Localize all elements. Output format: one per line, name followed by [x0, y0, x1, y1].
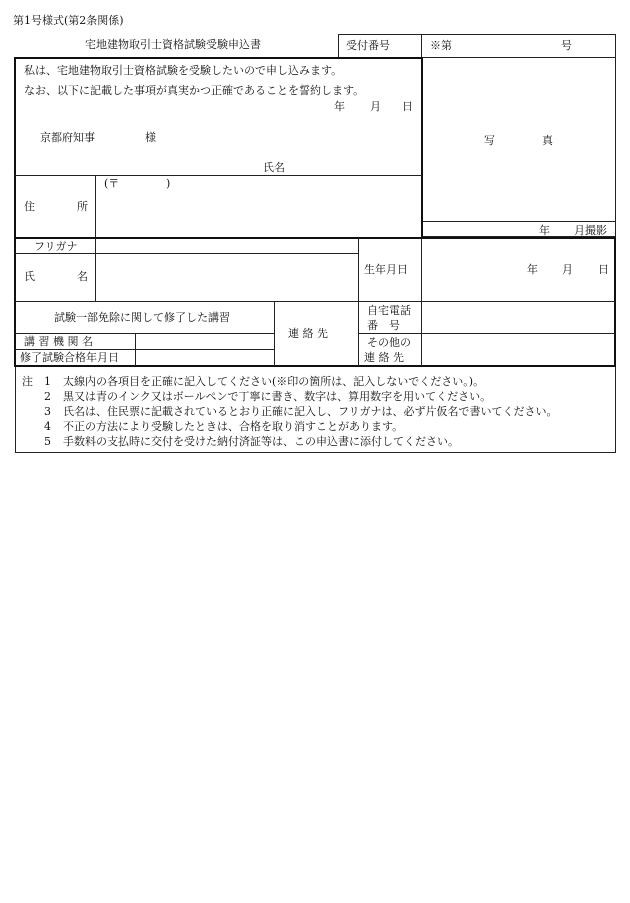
name-label-1: 氏 — [24, 270, 35, 283]
course-institution-field[interactable] — [137, 334, 273, 348]
note-number: 1 — [44, 375, 51, 388]
birth-date-label: 生年月日 — [364, 263, 408, 276]
receipt-number-suffix: 号 — [561, 39, 572, 52]
note-number: 3 — [44, 405, 51, 418]
photo-label-2: 真 — [542, 134, 553, 147]
name-field[interactable] — [97, 255, 356, 299]
other-contact-label-2: 連 絡 先 — [364, 351, 404, 364]
address-field[interactable] — [97, 192, 419, 236]
addressee: 京都府知事 — [40, 131, 95, 144]
signer-name-field[interactable] — [295, 152, 417, 174]
note-number: 4 — [44, 420, 51, 433]
home-phone-field[interactable] — [423, 303, 614, 332]
other-contact-field[interactable] — [423, 335, 614, 365]
contact-label: 連 絡 先 — [288, 327, 328, 340]
furigana-label: フリガナ — [34, 240, 78, 253]
postal-code-suffix: ) — [166, 177, 171, 190]
note-text: 氏名は、住民票に記載されているとおり正確に記入し、フリガナは、必ず片仮名で書いてください。 — [63, 405, 558, 418]
address-label-2: 所 — [77, 200, 88, 213]
home-phone-label-2: 番 号 — [367, 319, 400, 332]
name-label-2: 名 — [77, 270, 88, 283]
home-phone-label-1: 自宅電話 — [367, 304, 411, 317]
other-contact-label-1: その他の — [367, 336, 411, 349]
note-text: 手数料の支払時に交付を受けた納付済証等は、この申込書に添付してください。 — [63, 435, 459, 448]
declaration-date-day: 日 — [402, 100, 413, 113]
declaration-date-month: 月 — [370, 100, 381, 113]
declaration-date-year: 年 — [334, 100, 345, 113]
notes-head: 注 — [22, 375, 33, 388]
note-number: 2 — [44, 390, 51, 403]
photo-box[interactable] — [421, 57, 616, 237]
address-label-1: 住 — [24, 200, 35, 213]
form-number: 第1号様式(第2条関係) — [13, 14, 124, 27]
declaration-line-1: 私は、宅地建物取引士資格試験を受験したいので申し込みます。 — [24, 64, 343, 77]
photo-taken-month: 月撮影 — [574, 224, 607, 237]
addressee-honorific: 様 — [145, 131, 156, 144]
course-pass-date-field[interactable] — [137, 350, 273, 365]
photo-label-1: 写 — [484, 134, 495, 147]
form-title: 宅地建物取引士資格試験受験申込書 — [85, 38, 261, 51]
course-institution-label: 講 習 機 関 名 — [24, 335, 93, 348]
postal-code-prefix: (〒 — [104, 177, 120, 190]
receipt-number-prefix: ※第 — [430, 39, 452, 52]
course-pass-date-label: 修了試験合格年月日 — [20, 351, 119, 364]
note-text: 太線内の各項目を正確に記入してください(※印の箇所は、記入しないでください。)。 — [63, 375, 485, 388]
exemption-heading: 試験一部免除に関して修了した講習 — [54, 311, 230, 324]
birth-year: 年 — [527, 263, 538, 276]
furigana-field[interactable] — [97, 239, 356, 252]
declaration-line-2: なお、以下に記載した事項が真実かつ正確であることを誓約します。 — [24, 84, 365, 97]
birth-date-field[interactable] — [423, 239, 614, 300]
note-text: 黒又は青のインク又はボールペンで丁寧に書き、数字は、算用数字を用いてください。 — [63, 390, 492, 403]
receipt-number-label: 受付番号 — [346, 39, 390, 52]
signer-name-label: 氏名 — [263, 161, 285, 174]
note-text: 不正の方法により受験したときは、合格を取り消すことがあります。 — [63, 420, 404, 433]
photo-taken-year: 年 — [539, 224, 550, 237]
birth-day: 日 — [598, 263, 609, 276]
birth-month: 月 — [562, 263, 573, 276]
note-number: 5 — [44, 435, 51, 448]
